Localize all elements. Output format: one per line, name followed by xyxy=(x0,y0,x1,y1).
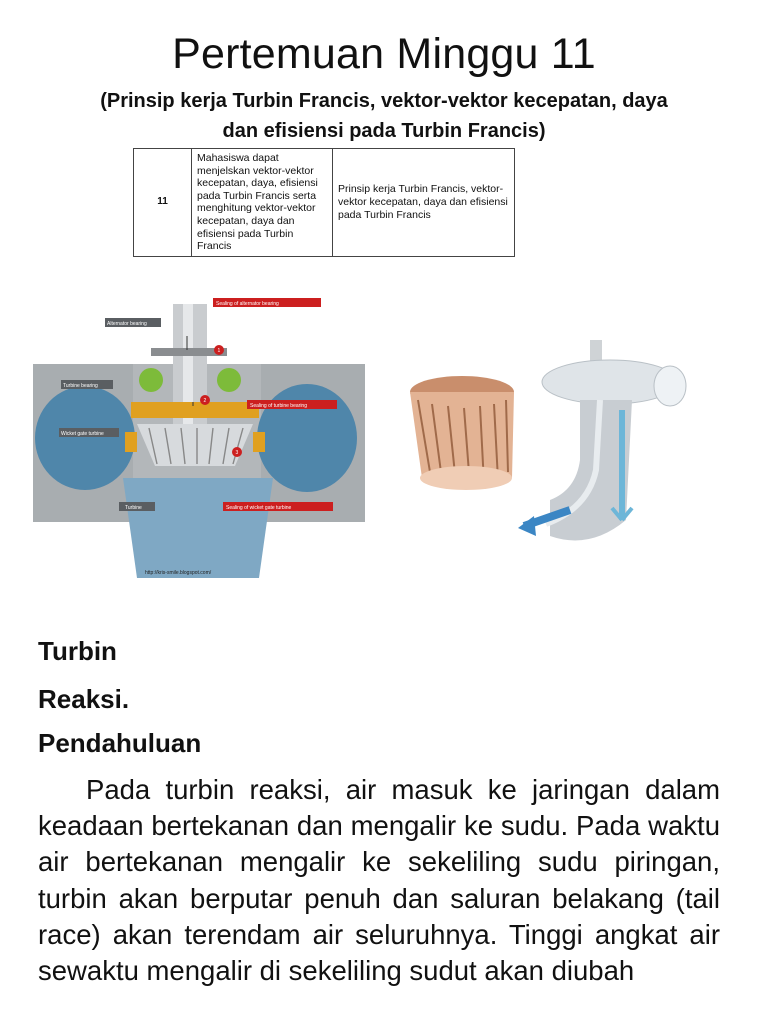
week-number-cell: 11 xyxy=(134,149,192,257)
intro-paragraph: Pada turbin reaksi, air masuk ke jaringan dalam keadaan bertekanan dan mengalir ke sudu. Pada waktu air bertekanan mengalir ke sekeliling sudu piringan, turbin akan berputar penuh dan saluran belakang (tail race) akan terendam air seluruhnya. Tinggi angkat air sewaktu mengalir di sekeliling sudut akan diubah xyxy=(38,774,720,987)
topic-cell: Prinsip kerja Turbin Francis, vektor-vektor kecepatan, daya dan efisiensi pada Turbin Francis xyxy=(333,149,515,257)
spiral-case-left xyxy=(35,386,135,490)
label-sealing-wicket-text: Sealing of wicket gate turbine xyxy=(226,505,292,511)
marker-3-text: 3 xyxy=(235,450,239,456)
bearing-right-ring xyxy=(217,368,241,392)
learning-objective-cell: Mahasiswa dapat menjelskan vektor-vektor kecepatan, daya, efisiensi pada Turbin Francis serta menghitung vektor-vektor kecepatan, daya dan efisiensi pada Turbin Francis xyxy=(192,149,333,257)
table-row xyxy=(134,149,515,257)
page-title: Pertemuan Minggu 11 xyxy=(172,30,596,78)
heading-reaksi: Reaksi. xyxy=(38,684,130,714)
label-turbine-text: Turbine xyxy=(125,505,142,511)
bearing-left-ring xyxy=(139,368,163,392)
label-turbine-bearing-text: Turbine bearing xyxy=(63,383,98,389)
label-sealing-turbine-text: Sealing of turbine bearing xyxy=(250,403,307,409)
marker-1-text: 1 xyxy=(217,348,221,354)
marker-2-text: 2 xyxy=(203,398,207,404)
wicket-gate-right xyxy=(253,432,265,452)
casing-inlet xyxy=(654,366,686,406)
label-alternator-bearing-text: Alternator bearing xyxy=(107,321,147,327)
turbine-bearing-housing xyxy=(131,402,259,418)
turbine-cutaway-diagram xyxy=(33,296,365,578)
draft-tube xyxy=(123,478,273,578)
heading-turbin: Turbin xyxy=(38,636,117,666)
subtitle-line-2: dan efisiensi pada Turbin Francis) xyxy=(222,120,546,142)
source-url-text: http://kris-smile.blogspot.com/ xyxy=(145,570,212,576)
wicket-gate-left xyxy=(125,432,137,452)
runner xyxy=(137,424,253,466)
label-wicket-gate-text: Wicket gate turbine xyxy=(61,431,104,437)
subtitle-line-1: (Prinsip kerja Turbin Francis, vektor-vektor kecepatan, daya xyxy=(100,90,668,112)
page-subtitle xyxy=(20,86,748,146)
label-sealing-alternator-text: Sealing of alternator bearing xyxy=(216,301,279,307)
objective-table xyxy=(133,148,515,257)
heading-pendahuluan: Pendahuluan xyxy=(38,728,202,758)
francis-runner-illustration xyxy=(400,340,700,560)
runner-band xyxy=(420,466,512,490)
